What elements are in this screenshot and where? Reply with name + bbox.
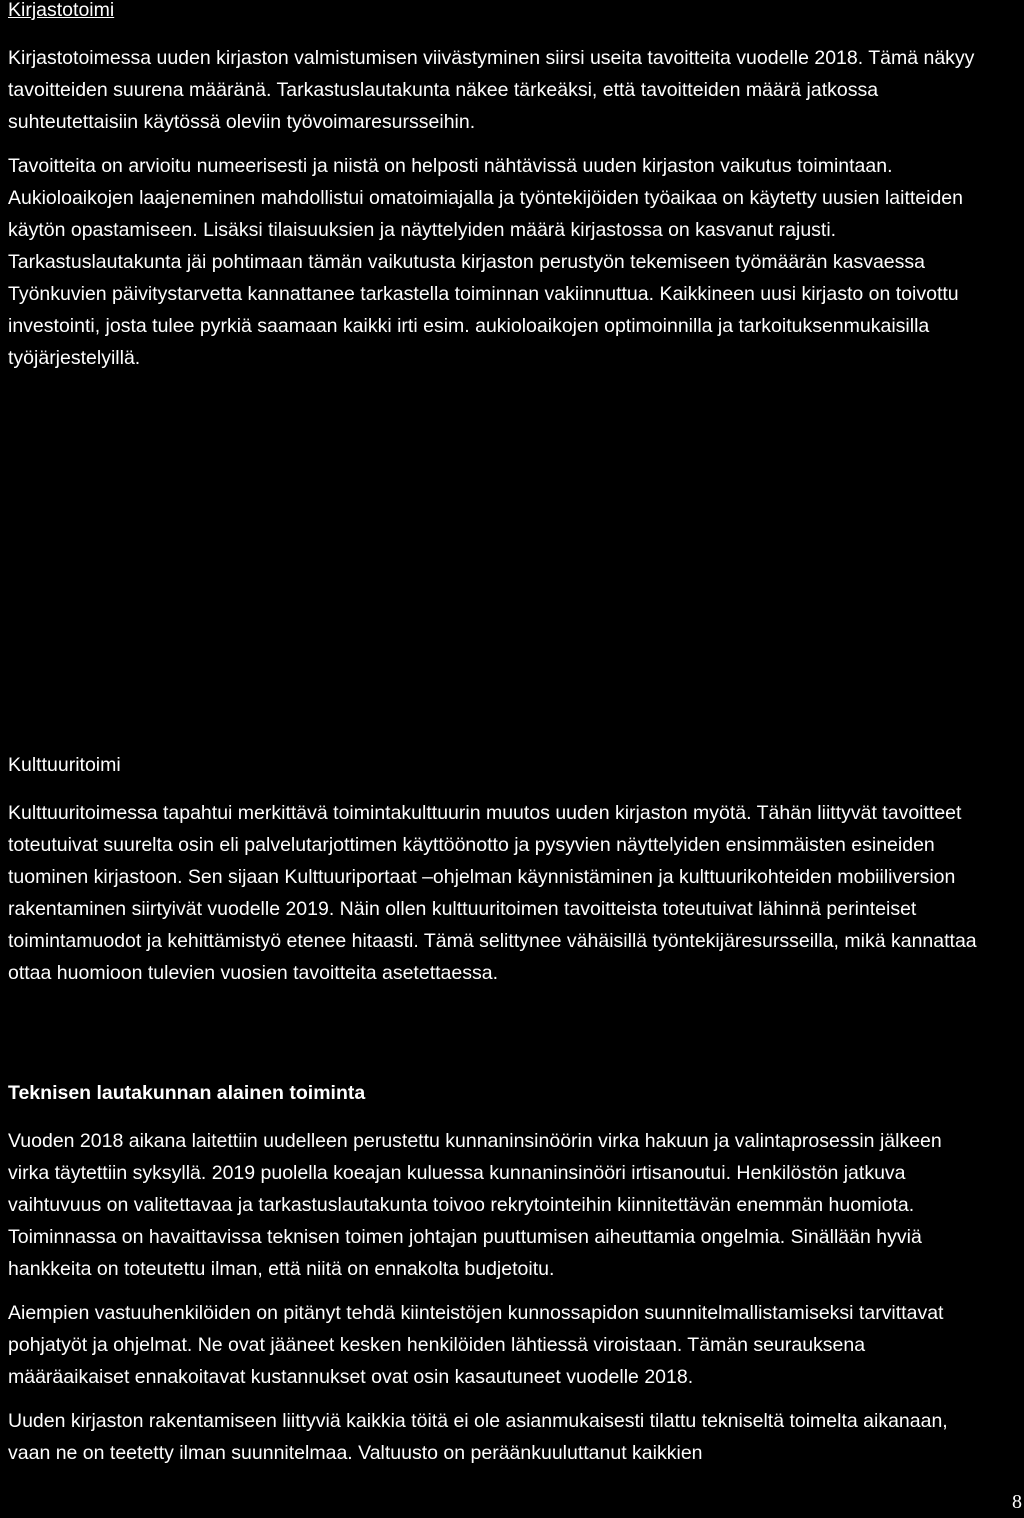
section-title: Kulttuuritoimi [8, 754, 121, 776]
section-title: Kirjastotoimi [8, 0, 115, 21]
section-tekninen [8, 1077, 1022, 1469]
paragraph: Tavoitteita on arvioitu numeerisesti ja niistä on helposti nähtävissä uuden kirjaston vaikutus toimintaan. Aukioloaikojen laajeneminen mahdollistui omatoimiajalla ja työntekijöiden työaikaa on käytetty uusien laitteiden käytön opastamiseen. Lisäksi tilaisuuksien ja näyttelyiden määrä kirjastossa on kasvanut rajusti. Tarkastuslautakunta jäi pohtimaan tämän vaikutusta kirjaston perustyön tekemiseen työmäärän kasvaessa Työnkuvien päivitystarvetta kannattanee tarkastella toiminnan vakiinnuttua. Kaikkineen uusi kirjasto on toivottu investointi, josta tulee pyrkiä saamaan kaikki irti esim. aukioloaikojen optimoinnilla ja tarkoituksenmukaisilla työjärjestelyillä. [8, 155, 963, 369]
paragraph: Kulttuuritoimessa tapahtui merkittävä toimintakulttuurin muutos uuden kirjaston myötä. Tähän liittyvät tavoitteet toteutuivat suurelta osin eli palvelutarjottimen käyttöönotto ja pysyvien näyttelyiden ensimmäisten esineiden tuominen kirjastoon. Sen sijaan Kulttuuriportaat –ohjelman käynnistäminen ja kulttuurikohteiden mobiiliversion rakentaminen siirtyivät vuodelle 2019. Näin ollen kulttuuritoimen tavoitteista toteutuivat lähinnä perinteiset toimintamuodot ja kehittämistyö etenee hitaasti. Tämä selittynee vähäisillä työntekijäresursseilla, mikä kannattaa ottaa huomioon tulevien vuosien tavoitteita asetettaessa. [8, 802, 977, 984]
paragraph: Kirjastotoimessa uuden kirjaston valmistumisen viivästyminen siirsi useita tavoitteita vuodelle 2018. Tämä näkyy tavoitteiden suurena määränä. Tarkastuslautakunta näkee tärkeäksi, että tavoitteiden määrä jatkossa suhteutettaisiin käytössä oleviin työvoimaresursseihin. [8, 47, 975, 133]
paragraph: Uuden kirjaston rakentamiseen liittyviä kaikkia töitä ei ole asianmukaisesti tilattu tekniseltä toimelta aikanaan, vaan ne on teetetty ilman suunnitelmaa. Valtuusto on peräänkuuluttanut kaikkien [8, 1410, 948, 1464]
paragraph: Aiempien vastuuhenkilöiden on pitänyt tehdä kiinteistöjen kunnossapidon suunnitelmallistamiseksi tarvittavat pohjatyöt ja ohjelmat. Ne ovat jääneet kesken henkilöiden lähtiessä viroistaan. Tämän seurauksena määräaikaiset ennakoitavat kustannukset ovat osin kasautuneet vuodelle 2018. [8, 1302, 944, 1388]
page-number: 8 [1012, 1491, 1022, 1513]
section-title: Teknisen lautakunnan alainen toiminta [8, 1082, 366, 1104]
section-kirjastotoimi [8, 0, 1022, 374]
section-kulttuuritoimi [8, 749, 1022, 989]
paragraph: Vuoden 2018 aikana laitettiin uudelleen perustettu kunnaninsinöörin virka hakuun ja valintaprosessin jälkeen virka täytettiin syksyllä. 2019 puolella koeajan kuluessa kunnaninsinööri irtisanoutui. Henkilöstön jatkuva vaihtuvuus on valitettavaa ja tarkastuslautakunta toivoo rekrytointeihin kiinnitettävän enemmän huomiota. Toiminnassa on havaittavissa teknisen toimen johtajan puuttumisen aiheuttamia ongelmia. Sinällään hyviä hankkeita on toteutettu ilman, että niitä on ennakolta budjetoitu. [8, 1130, 942, 1280]
